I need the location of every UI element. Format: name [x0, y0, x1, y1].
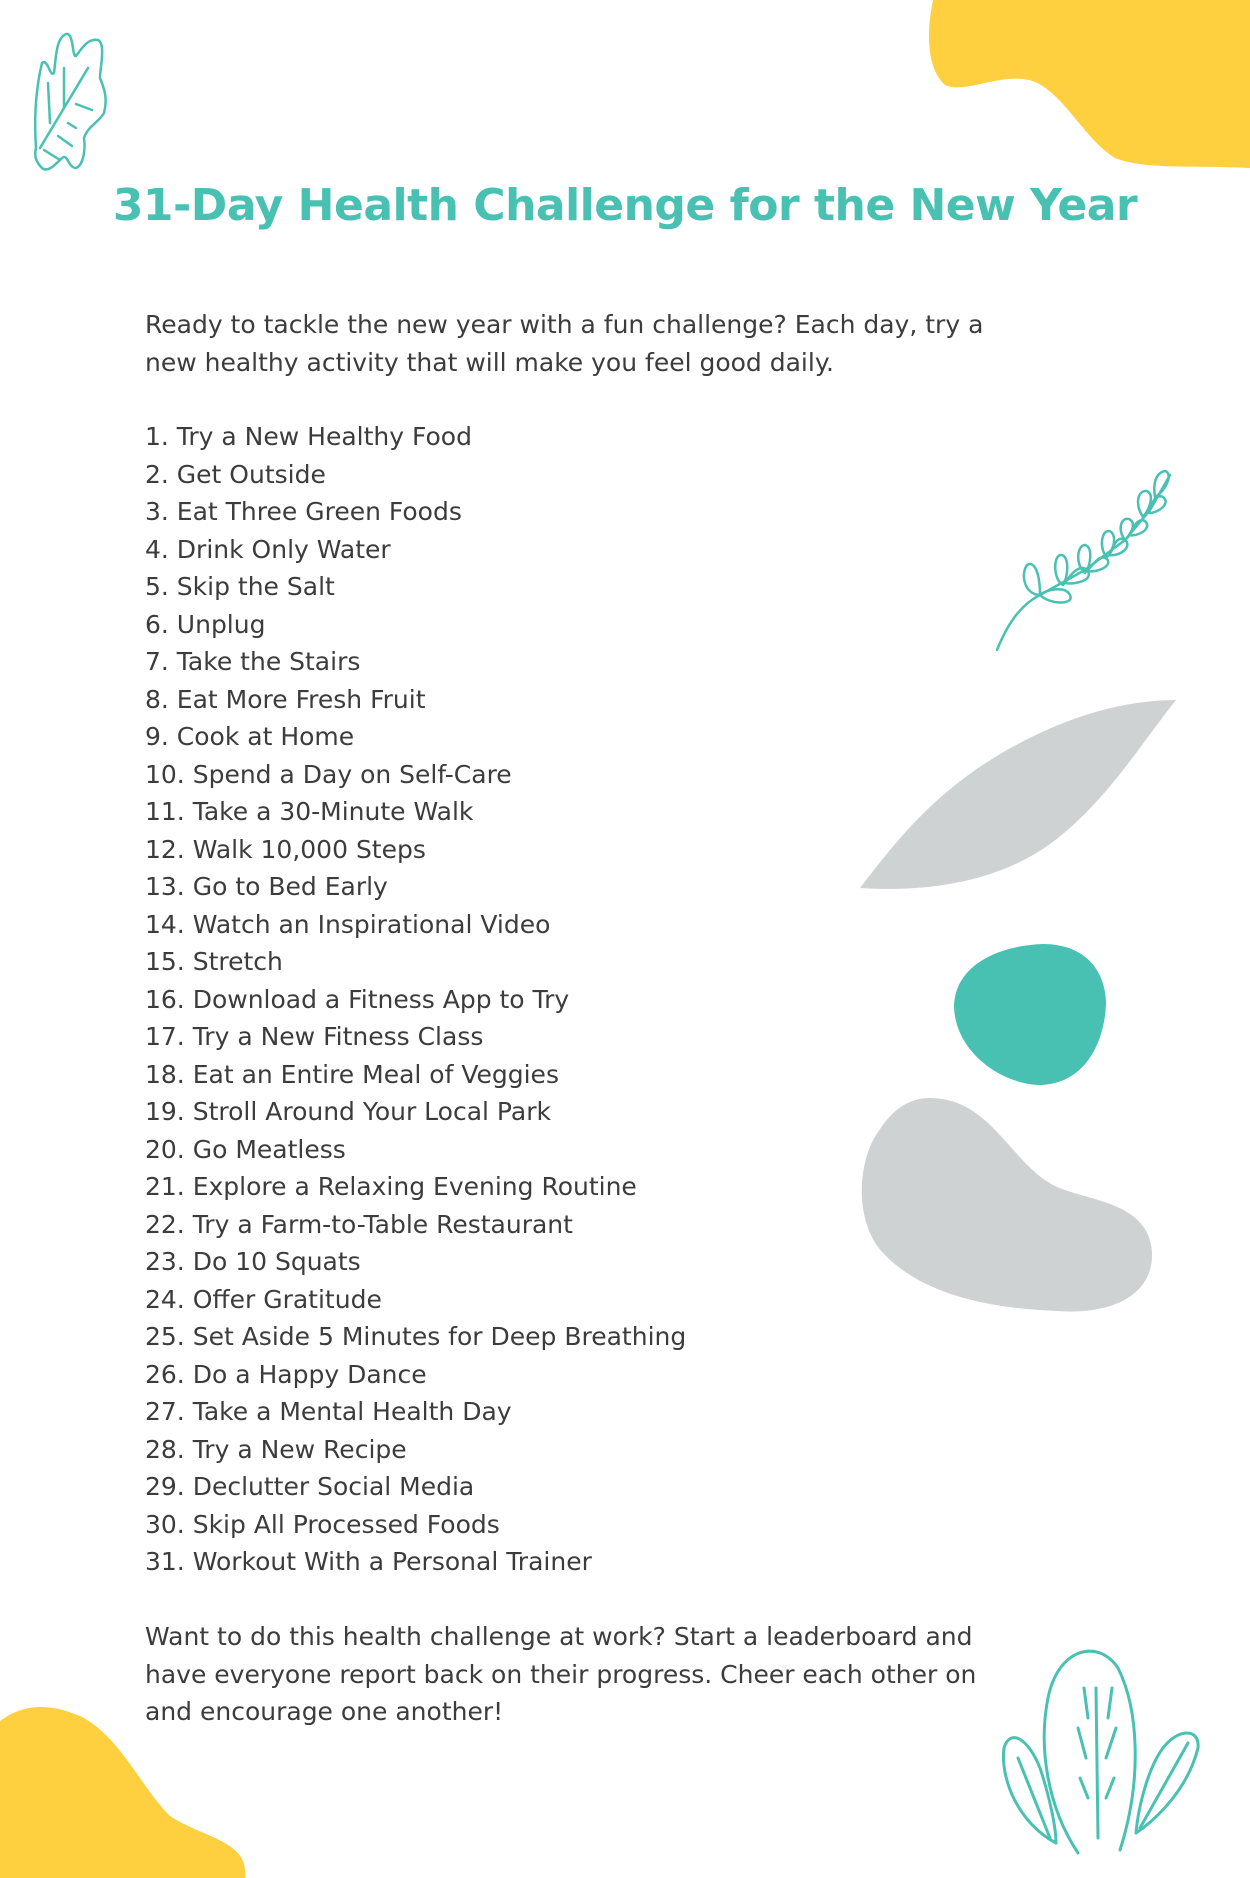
gray-leaf-shape — [858, 698, 1178, 890]
oak-leaf-icon — [28, 28, 168, 178]
intro-paragraph: Ready to tackle the new year with a fun challenge? Each day, try a new healthy activity that will make you feel good daily. — [145, 310, 984, 377]
list-item: 16. Download a Fitness App to Try — [145, 984, 570, 1014]
list-item: 5. Skip the Salt — [145, 572, 335, 601]
teal-blob — [953, 943, 1108, 1088]
list-item: 9. Cook at Home — [145, 722, 355, 751]
list-item: 22. Try a Farm-to-Table Restaurant — [145, 1209, 573, 1239]
list-item: 26. Do a Happy Dance — [145, 1359, 427, 1389]
list-item: 20. Go Meatless — [145, 1134, 346, 1164]
list-item: 1. Try a New Healthy Food — [145, 422, 472, 451]
challenge-list — [145, 418, 686, 1581]
list-item: 6. Unplug — [145, 609, 266, 639]
list-item: 31. Workout With a Personal Trainer — [145, 1547, 592, 1576]
list-item: 7. Take the Stairs — [145, 647, 361, 676]
list-item: 11. Take a 30-Minute Walk — [145, 797, 474, 826]
list-item: 23. Do 10 Squats — [145, 1247, 361, 1276]
yellow-blob-bottom-left — [0, 1706, 250, 1878]
list-item: 10. Spend a Day on Self-Care — [145, 759, 512, 789]
list-item: 24. Offer Gratitude — [145, 1284, 382, 1314]
outro-paragraph: Want to do this health challenge at work? Start a leaderboard and have everyone report back on their progress. Cheer each other on and encourage one another! — [145, 1622, 977, 1726]
list-item: 13. Go to Bed Early — [145, 872, 388, 901]
list-item: 4. Drink Only Water — [145, 534, 391, 564]
leafy-sprig-icon — [995, 455, 1190, 655]
plant-leaves-icon — [988, 1628, 1218, 1858]
list-item: 3. Eat Three Green Foods — [145, 497, 462, 526]
gray-kidney-blob — [858, 1097, 1158, 1319]
list-item: 14. Watch an Inspirational Video — [145, 909, 551, 939]
list-item: 21. Explore a Relaxing Evening Routine — [145, 1172, 637, 1201]
list-item: 30. Skip All Processed Foods — [145, 1509, 500, 1539]
yellow-blob-top-right — [925, 0, 1250, 170]
list-item: 19. Stroll Around Your Local Park — [145, 1097, 551, 1126]
list-item: 27. Take a Mental Health Day — [145, 1397, 512, 1426]
list-item: 29. Declutter Social Media — [145, 1472, 475, 1501]
list-item: 18. Eat an Entire Meal of Veggies — [145, 1059, 559, 1089]
page-title: 31-Day Health Challenge for the New Year — [112, 180, 1138, 231]
list-item: 12. Walk 10,000 Steps — [145, 834, 426, 864]
list-item: 25. Set Aside 5 Minutes for Deep Breathing — [145, 1322, 687, 1351]
list-item: 15. Stretch — [145, 947, 283, 976]
list-item: 17. Try a New Fitness Class — [145, 1022, 484, 1051]
list-item: 28. Try a New Recipe — [145, 1434, 407, 1464]
list-item: 8. Eat More Fresh Fruit — [145, 684, 426, 714]
list-item: 2. Get Outside — [145, 459, 326, 489]
